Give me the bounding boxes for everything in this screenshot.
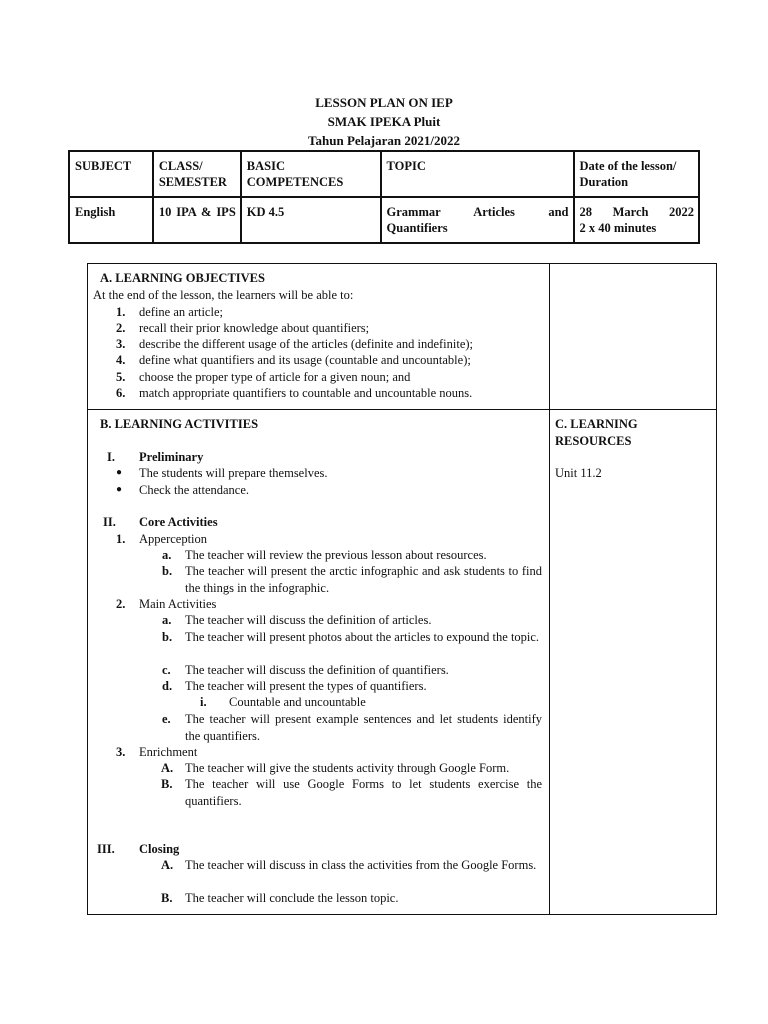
academic-year: Tahun Pelajaran 2021/2022: [308, 133, 460, 148]
step-text: The teacher will present photos about the articles to expound the topic.: [185, 630, 540, 644]
school-name: SMAK IPEKA Pluit: [327, 114, 441, 129]
value-class: 10 IPA & IPS: [153, 197, 241, 243]
step-text: The teacher will give the students activity through Google Form.: [185, 761, 510, 775]
value-topic: Grammar Articles and Quantifiers: [381, 197, 574, 243]
step-num: b.: [162, 564, 173, 578]
objectives-heading: A. LEARNING OBJECTIVES: [100, 271, 265, 285]
value-competence: KD 4.5: [241, 197, 381, 243]
step-num: B.: [161, 777, 173, 791]
objective-num: 2.: [116, 321, 126, 335]
section-title: Apperception: [139, 532, 208, 546]
step-num: B.: [161, 891, 173, 905]
objective-text: define what quantifiers and its usage (countable and uncountable);: [139, 353, 471, 367]
section-title: Enrichment: [139, 745, 198, 759]
objective-num: 6.: [116, 386, 126, 400]
preliminary-item: The students will prepare themselves.: [139, 466, 328, 480]
step-text: The teacher will conclude the lesson topic.: [185, 891, 399, 905]
step-text: The teacher will discuss the definition of articles.: [185, 613, 432, 627]
core-num: II.: [103, 515, 116, 529]
resources-value: Unit 11.2: [555, 466, 602, 480]
step-text: The teacher will use Google Forms to let students exercise the quantifiers.: [185, 777, 542, 808]
preliminary-num: I.: [107, 450, 115, 464]
preliminary-title: Preliminary: [139, 450, 204, 464]
resources-box: [549, 409, 717, 915]
objective-text: recall their prior knowledge about quantifiers;: [139, 321, 370, 335]
core-title: Core Activities: [139, 515, 218, 529]
header-date: Date of the lesson/ Duration: [574, 151, 699, 197]
step-text: The teacher will present example sentences and let students identify the quantifiers.: [185, 712, 542, 743]
info-value-row: [69, 197, 699, 243]
step-num: c.: [162, 663, 171, 677]
header-competences: BASIC COMPETENCES: [241, 151, 381, 197]
header-subject: SUBJECT: [69, 151, 153, 197]
objective-text: define an article;: [139, 305, 223, 319]
sub-step-num: i.: [200, 695, 207, 709]
objective-text: describe the different usage of the articles (definite and indefinite);: [139, 337, 474, 351]
objective-num: 5.: [116, 370, 126, 384]
step-num: a.: [162, 613, 172, 627]
step-num: d.: [162, 679, 173, 693]
objective-text: choose the proper type of article for a given noun; and: [139, 370, 411, 384]
objective-text: match appropriate quantifiers to countable and uncountable nouns.: [139, 386, 473, 400]
resources-heading: C. LEARNING RESOURCES: [555, 417, 638, 448]
section-num: 2.: [116, 597, 126, 611]
value-subject: English: [69, 197, 153, 243]
step-num: a.: [162, 548, 172, 562]
value-date-duration: [574, 197, 699, 243]
step-text: The teacher will discuss in class the activities from the Google Forms.: [185, 858, 537, 872]
objective-num: 3.: [116, 337, 126, 351]
objectives-side-box: [549, 263, 717, 410]
activities-heading: B. LEARNING ACTIVITIES: [100, 417, 259, 431]
value-date: 28 March 2022: [579, 205, 694, 219]
step-text: The teacher will present the arctic infographic and ask students to find the things in the infographic.: [185, 564, 542, 595]
step-num: e.: [162, 712, 171, 726]
header-topic: TOPIC: [381, 151, 574, 197]
section-num: 3.: [116, 745, 126, 759]
doc-title: LESSON PLAN ON IEP: [315, 95, 453, 110]
bullet-icon: ●: [116, 484, 123, 495]
closing-title: Closing: [139, 842, 180, 856]
step-text: The teacher will present the types of quantifiers.: [185, 679, 427, 693]
section-title: Main Activities: [139, 597, 217, 611]
sub-step-text: Countable and uncountable: [229, 695, 366, 709]
step-num: A.: [161, 858, 174, 872]
lesson-info-table: [68, 150, 700, 244]
info-header-row: [69, 151, 699, 197]
step-text: The teacher will review the previous lesson about resources.: [185, 548, 487, 562]
value-duration: 2 x 40 minutes: [579, 221, 657, 235]
step-num: b.: [162, 630, 173, 644]
objective-num: 1.: [116, 305, 126, 319]
objectives-intro: At the end of the lesson, the learners will be able to:: [93, 288, 354, 302]
bullet-icon: ●: [116, 467, 123, 478]
preliminary-item: Check the attendance.: [139, 483, 250, 497]
section-num: 1.: [116, 532, 126, 546]
closing-num: III.: [97, 842, 115, 856]
objective-num: 4.: [116, 353, 126, 367]
step-text: The teacher will discuss the definition of quantifiers.: [185, 663, 449, 677]
header-class: CLASS/ SEMESTER: [153, 151, 241, 197]
step-num: A.: [161, 761, 174, 775]
